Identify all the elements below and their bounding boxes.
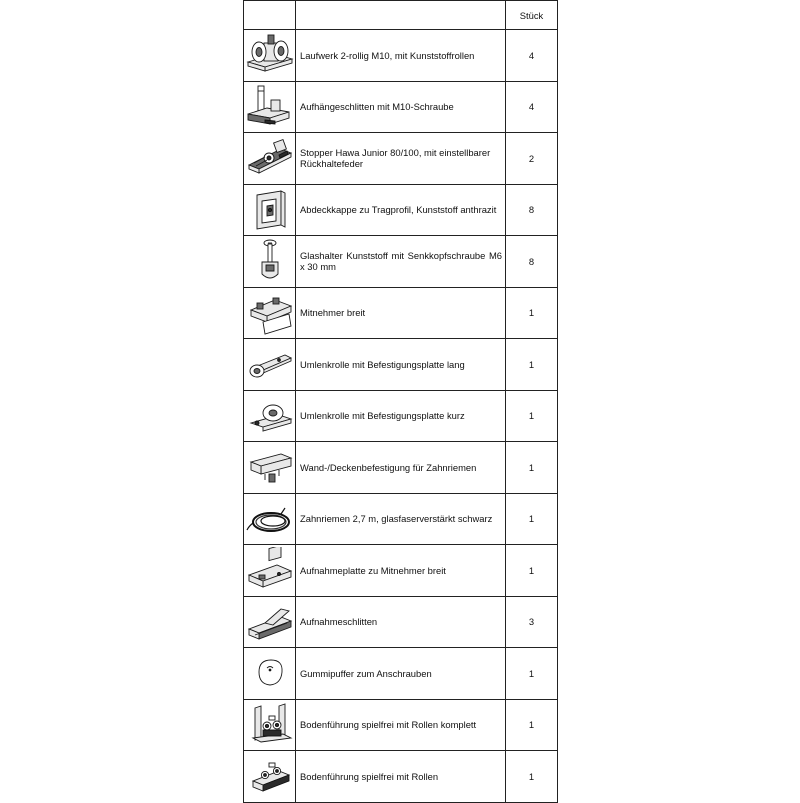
row-description: Umlenkrolle mit Befestigungsplatte lang [296,339,506,391]
row-quantity: 1 [506,442,558,494]
row-quantity: 3 [506,596,558,648]
row-quantity: 1 [506,699,558,751]
table-row [244,236,558,288]
table-row [244,287,558,339]
row-quantity: 2 [506,133,558,185]
row-quantity: 8 [506,236,558,288]
header-quantity-cell: Stück [506,1,558,30]
table-row [244,339,558,391]
row-description: Gummipuffer zum Anschrauben [296,648,506,700]
row-quantity: 8 [506,184,558,236]
table-row [244,751,558,803]
glass-holder-icon [245,238,295,284]
row-quantity: 1 [506,339,558,391]
wide-driver-icon [245,290,295,336]
table-row [244,648,558,700]
toothed-belt-icon [245,496,295,542]
row-quantity: 1 [506,648,558,700]
row-quantity: 4 [506,30,558,82]
stopper-icon [245,135,295,181]
row-description: Glashalter Kunststoff mit Senkkopfschraube M6 x 30 mm [296,236,506,288]
table-row [244,184,558,236]
table-row [244,596,558,648]
row-quantity: 1 [506,390,558,442]
row-quantity: 1 [506,493,558,545]
row-description: Bodenführung spielfrei mit Rollen [296,751,506,803]
row-description: Aufnahmeplatte zu Mitnehmer breit [296,545,506,597]
table-row [244,30,558,82]
wall-ceiling-bracket-icon [245,444,295,490]
pulley-long-plate-icon [245,341,295,387]
pulley-short-plate-icon [245,393,295,439]
double-roller-carriage-icon [245,32,295,78]
table-row [244,81,558,133]
row-quantity: 4 [506,81,558,133]
mounting-plate-icon [245,547,295,593]
row-description: Umlenkrolle mit Befestigungsplatte kurz [296,390,506,442]
header-image-cell [244,1,296,30]
floor-guide-rollers-icon [245,753,295,799]
row-description: Aufnahmeschlitten [296,596,506,648]
cover-cap-icon [245,187,295,233]
header-description-cell [296,1,506,30]
suspension-slide-icon [245,84,295,130]
table-header-row [244,1,558,30]
receiving-slide-icon [245,599,295,645]
rubber-buffer-icon [245,650,295,696]
table-row [244,442,558,494]
table-row [244,390,558,442]
row-description: Abdeckkappe zu Tragprofil, Kunststoff anthrazit [296,184,506,236]
row-description: Bodenführung spielfrei mit Rollen komplett [296,699,506,751]
row-description: Wand-/Deckenbefestigung für Zahnriemen [296,442,506,494]
row-description: Laufwerk 2-rollig M10, mit Kunststoffrollen [296,30,506,82]
table-row [244,545,558,597]
row-description: Aufhängeschlitten mit M10-Schraube [296,81,506,133]
row-description: Zahnriemen 2,7 m, glasfaserverstärkt schwarz [296,493,506,545]
floor-guide-complete-icon [245,702,295,748]
table-row [244,699,558,751]
parts-list-table [243,0,558,803]
row-quantity: 1 [506,287,558,339]
row-description: Stopper Hawa Junior 80/100, mit einstellbarer Rückhaltefeder [296,133,506,185]
row-quantity: 1 [506,751,558,803]
row-quantity: 1 [506,545,558,597]
table-row [244,493,558,545]
row-description: Mitnehmer breit [296,287,506,339]
table-row [244,133,558,185]
